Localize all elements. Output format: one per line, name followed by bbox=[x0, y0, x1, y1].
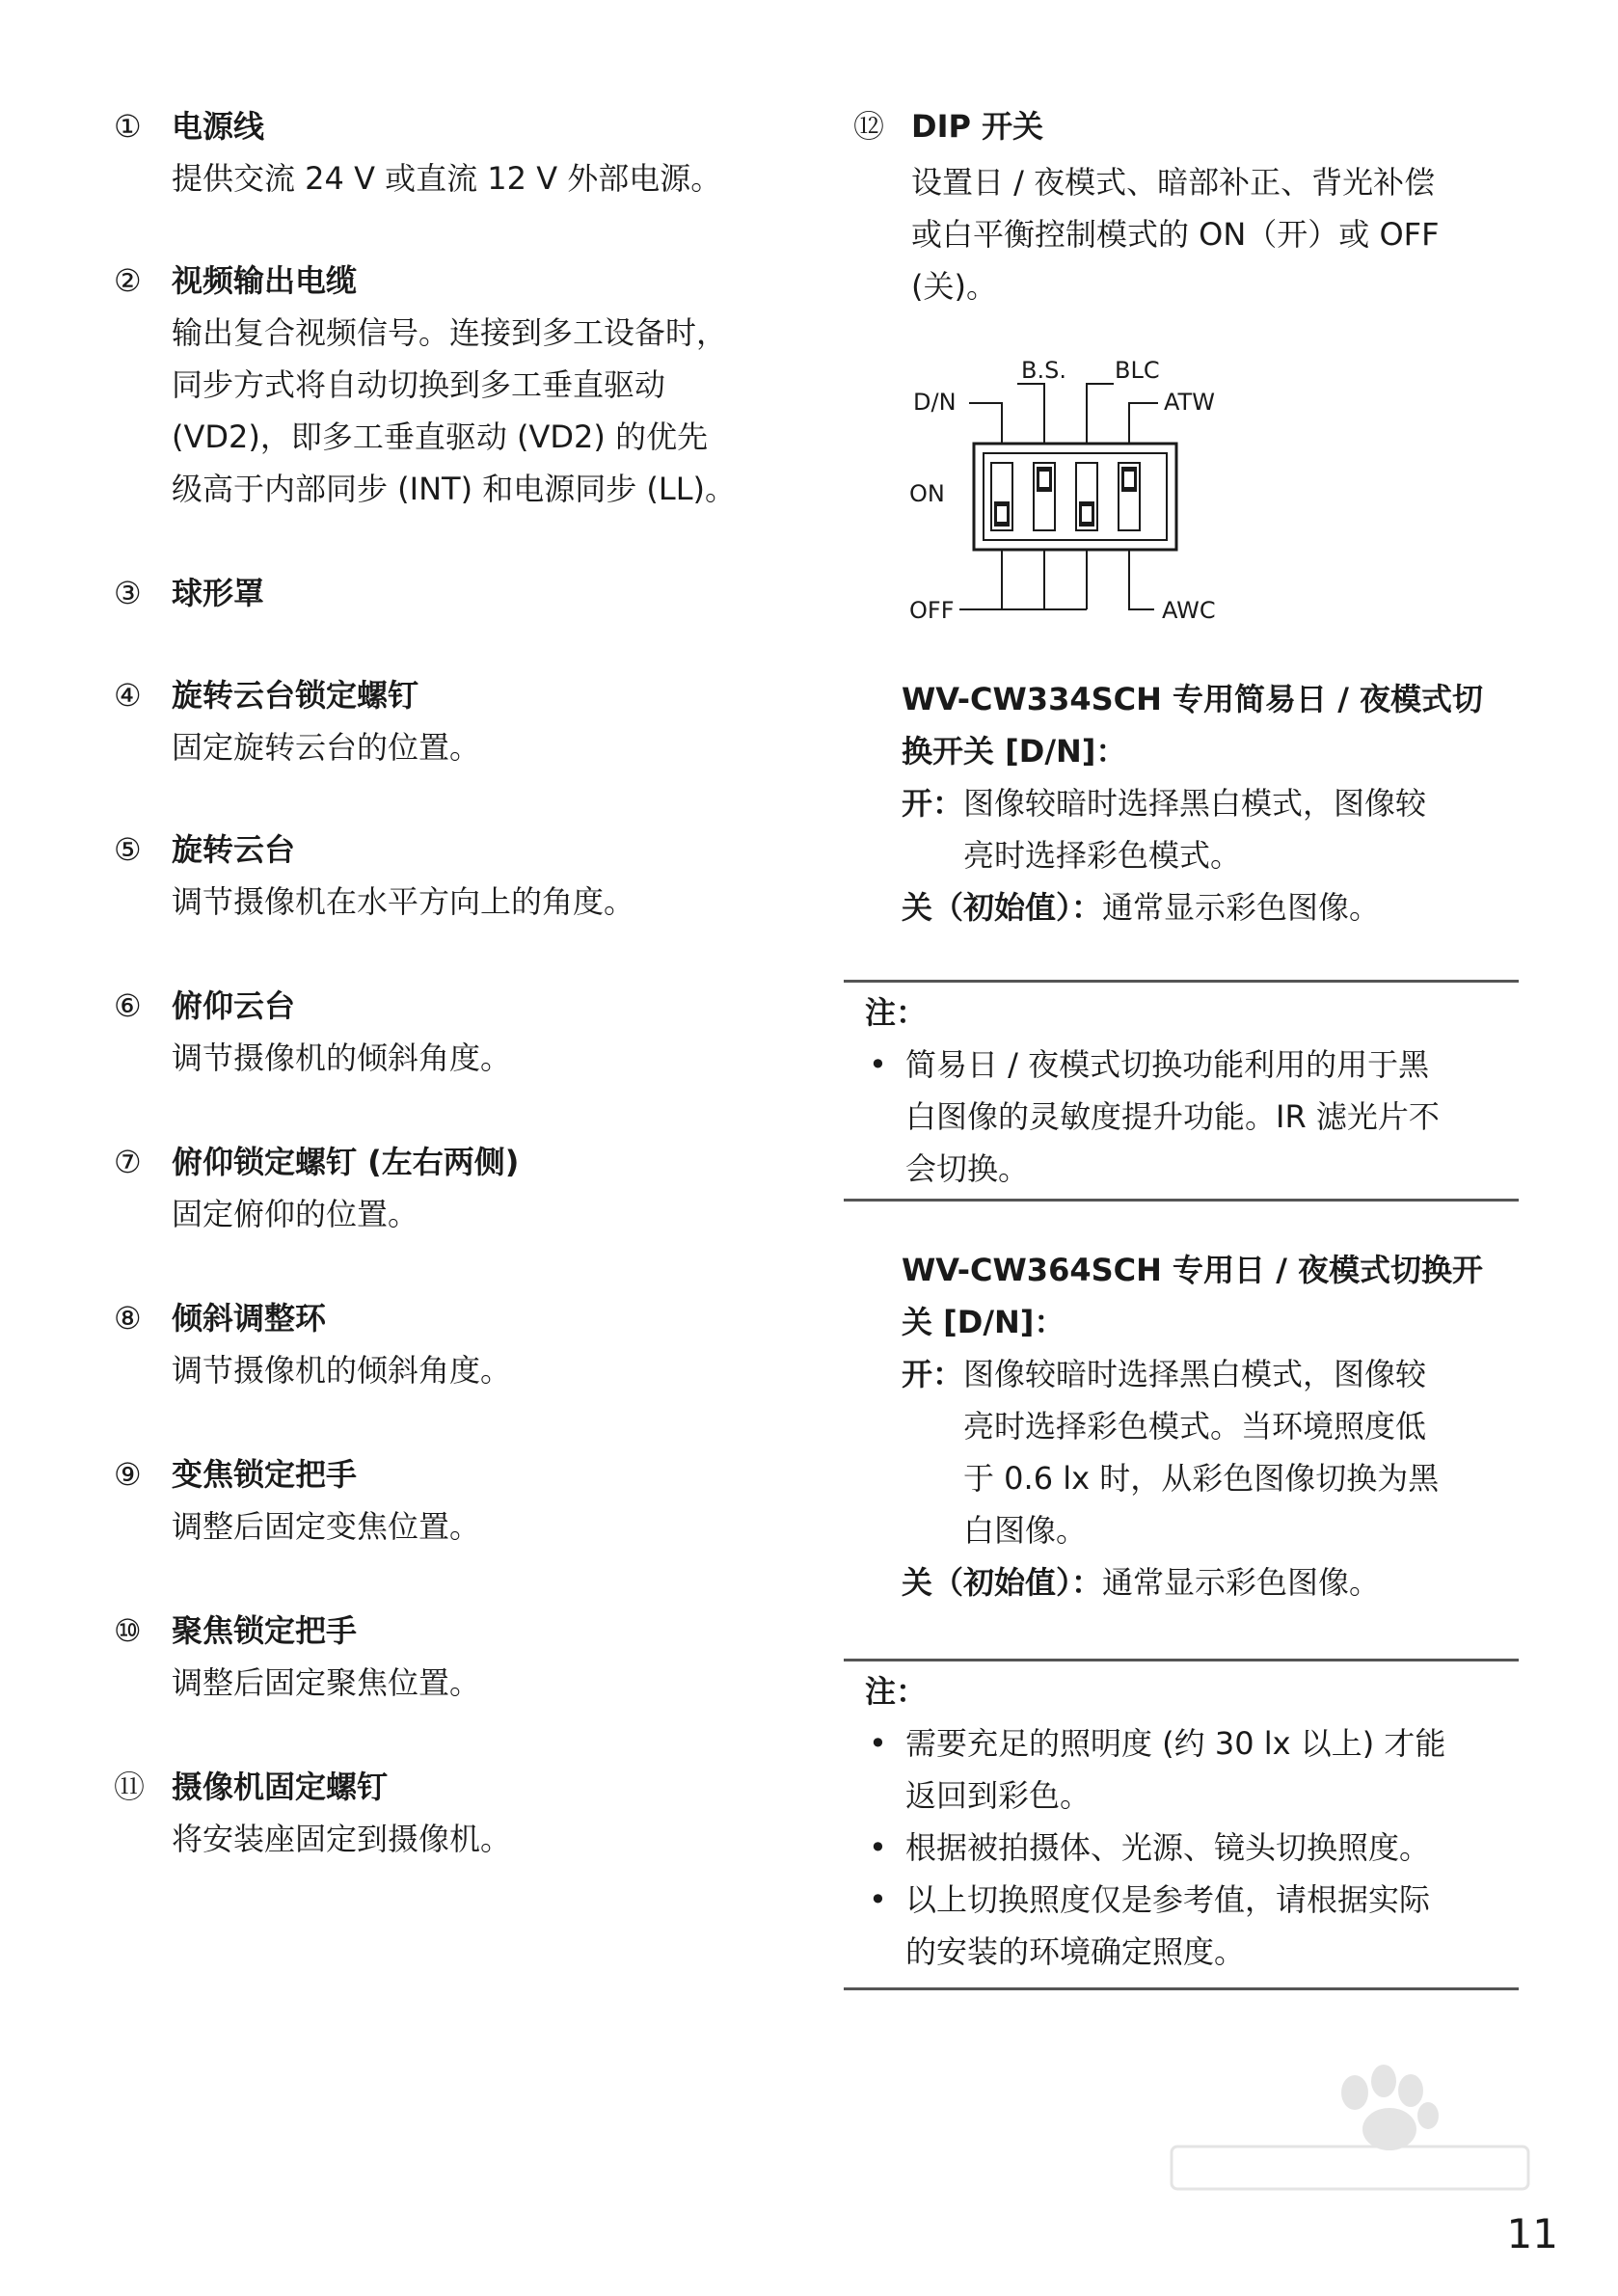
item-azimuth-ring bbox=[114, 1292, 789, 1396]
option-off bbox=[902, 881, 1519, 933]
item-zoom-lock-knob bbox=[114, 1448, 789, 1553]
note-block-2 bbox=[844, 1659, 1519, 1990]
option-off bbox=[902, 1556, 1519, 1608]
spec-title-line: WV-CW334SCH 专用简易日 / 夜模式切 bbox=[902, 681, 1484, 717]
item-number: ⑪ bbox=[114, 1769, 146, 1805]
note-item bbox=[844, 1717, 1519, 1769]
item-description: 调节摄像机在水平方向上的角度。 bbox=[172, 883, 635, 920]
item-number: ① bbox=[114, 108, 142, 145]
item-description: (VD2)，即多工垂直驱动 (VD2) 的优先 bbox=[172, 419, 709, 455]
bullet-icon: • bbox=[869, 1725, 887, 1762]
item-focus-lock-knob bbox=[114, 1605, 789, 1709]
item-description: 将安装座固定到摄像机。 bbox=[172, 1821, 512, 1857]
item-description: 调节摄像机的倾斜角度。 bbox=[172, 1040, 512, 1076]
label-atw: ATW bbox=[1164, 389, 1215, 416]
switch-lever-atw-inner bbox=[1124, 472, 1134, 487]
note-text: 的安装的环境确定照度。 bbox=[905, 1933, 1246, 1970]
dip-switch-svg bbox=[902, 347, 1268, 665]
item-dome-cover bbox=[114, 567, 789, 619]
switch-lever-dn-inner bbox=[997, 506, 1007, 522]
label-blc: BLC bbox=[1115, 357, 1160, 384]
spec-title-line: 关 [D/N]： bbox=[902, 1304, 1065, 1340]
item-title: 电源线 bbox=[172, 108, 265, 145]
bullet-icon: • bbox=[869, 1829, 887, 1866]
item-description: 同步方式将自动切换到多工垂直驱动 bbox=[172, 366, 666, 403]
description-line: (关)。 bbox=[911, 268, 997, 305]
switch-lever-blc-inner bbox=[1082, 506, 1092, 522]
note-text: 以上切换照度仅是参考值，请根据实际 bbox=[905, 1881, 1431, 1918]
item-title: 旋转云台 bbox=[172, 831, 296, 868]
item-number: ② bbox=[114, 262, 142, 299]
note-text: 白图像的灵敏度提升功能。IR 滤光片不 bbox=[905, 1098, 1440, 1135]
item-title: 球形罩 bbox=[172, 575, 265, 611]
paw-icon bbox=[1152, 2054, 1538, 2228]
note-block-1 bbox=[844, 980, 1519, 1202]
leader-line-atw bbox=[1129, 403, 1158, 444]
leader-line-awc bbox=[1129, 550, 1154, 609]
label-bs: B.S. bbox=[1021, 357, 1066, 384]
watermark-logo bbox=[1152, 2054, 1538, 2228]
note-item bbox=[844, 1822, 1519, 1874]
item-number: ⑦ bbox=[114, 1144, 142, 1180]
item-description: 调整后固定聚焦位置。 bbox=[172, 1664, 481, 1701]
item-title: 变焦锁定把手 bbox=[172, 1456, 358, 1493]
note-text: 返回到彩色。 bbox=[905, 1777, 1092, 1814]
option-text: 白图像。 bbox=[963, 1512, 1088, 1549]
option-text: 亮时选择彩色模式。 bbox=[963, 837, 1242, 874]
item-description: 调整后固定变焦位置。 bbox=[172, 1508, 481, 1545]
item-pan-lock-screw bbox=[114, 669, 789, 773]
dip-switch-heading bbox=[853, 100, 1519, 152]
item-description: 提供交流 24 V 或直流 12 V 外部电源。 bbox=[172, 160, 722, 197]
note-text: 会切换。 bbox=[905, 1150, 1030, 1187]
note-item bbox=[844, 1039, 1519, 1091]
item-title: 倾斜调整环 bbox=[172, 1300, 327, 1337]
note-text: 根据被拍摄体、光源、镜头切换照度。 bbox=[905, 1829, 1431, 1866]
note-text: 需要充足的照明度 (约 30 lx 以上) 才能 bbox=[905, 1725, 1446, 1762]
option-on bbox=[902, 1348, 1519, 1400]
item-tilt-lock-screw bbox=[114, 1136, 789, 1240]
description-line: 或白平衡控制模式的 ON（开）或 OFF bbox=[911, 216, 1440, 253]
item-title: 俯仰云台 bbox=[172, 987, 296, 1024]
bullet-icon: • bbox=[869, 1046, 887, 1083]
note-title: 注： bbox=[865, 1673, 928, 1710]
item-number: ⑨ bbox=[114, 1456, 142, 1493]
item-description: 调节摄像机的倾斜角度。 bbox=[172, 1352, 512, 1389]
note-title: 注： bbox=[865, 994, 928, 1031]
leader-line-blc bbox=[1087, 384, 1114, 444]
switch-lever-bs-inner bbox=[1039, 472, 1049, 487]
item-description: 固定俯仰的位置。 bbox=[172, 1196, 419, 1232]
item-camera-fixing-screw bbox=[114, 1761, 789, 1865]
item-description: 输出复合视频信号。连接到多工设备时， bbox=[172, 314, 728, 351]
note-text: 简易日 / 夜模式切换功能利用的用于黑 bbox=[905, 1046, 1430, 1083]
item-tilt-table bbox=[114, 980, 789, 1084]
item-pan-table bbox=[114, 824, 789, 928]
item-number: ⑤ bbox=[114, 831, 142, 868]
item-title: 聚焦锁定把手 bbox=[172, 1612, 358, 1649]
label-dn: D/N bbox=[913, 389, 957, 416]
item-number: ⑫ bbox=[853, 108, 885, 145]
option-label: 开： bbox=[902, 1356, 964, 1392]
item-number: ⑥ bbox=[114, 987, 142, 1024]
item-title: 俯仰锁定螺钉 (左右两侧) bbox=[172, 1144, 520, 1180]
description-line: 设置日 / 夜模式、暗部补正、背光补偿 bbox=[911, 164, 1436, 201]
item-video-output-cable bbox=[114, 255, 789, 515]
option-text: 通常显示彩色图像。 bbox=[1102, 889, 1381, 926]
item-number: ⑩ bbox=[114, 1612, 142, 1649]
right-column bbox=[844, 0, 1519, 2296]
label-awc: AWC bbox=[1162, 597, 1216, 624]
item-number: ④ bbox=[114, 677, 142, 714]
spec-title bbox=[902, 1244, 1519, 1348]
item-description: 级高于内部同步 (INT) 和电源同步 (LL)。 bbox=[172, 471, 737, 507]
item-number: ⑧ bbox=[114, 1300, 142, 1337]
dip-switch-diagram bbox=[902, 347, 1268, 665]
dip-switch-description bbox=[911, 156, 1519, 312]
option-on bbox=[902, 777, 1519, 829]
option-text: 通常显示彩色图像。 bbox=[1102, 1564, 1381, 1601]
option-text: 亮时选择彩色模式。当环境照度低 bbox=[963, 1408, 1427, 1445]
spec-title-line: WV-CW364SCH 专用日 / 夜模式切换开 bbox=[902, 1252, 1484, 1288]
option-label: 关（初始值）： bbox=[902, 889, 1103, 926]
item-title: 视频输出电缆 bbox=[172, 262, 358, 299]
item-description: 固定旋转云台的位置。 bbox=[172, 729, 481, 766]
spec-title-line: 换开关 [D/N]： bbox=[902, 733, 1127, 770]
option-text: 于 0.6 lx 时，从彩色图像切换为黑 bbox=[963, 1460, 1440, 1497]
label-off: OFF bbox=[909, 597, 955, 624]
option-text: 图像较暗时选择黑白模式，图像较 bbox=[963, 1356, 1427, 1392]
option-label: 关（初始值）： bbox=[902, 1564, 1103, 1601]
item-title: 旋转云台锁定螺钉 bbox=[172, 677, 419, 714]
spec-title bbox=[902, 673, 1519, 777]
item-title: DIP 开关 bbox=[911, 108, 1044, 145]
spec-cw364sch bbox=[902, 1244, 1519, 1608]
bullet-icon: • bbox=[869, 1881, 887, 1918]
label-on: ON bbox=[909, 480, 945, 507]
note-item bbox=[844, 1874, 1519, 1926]
option-label: 开： bbox=[902, 785, 964, 822]
item-power-cable bbox=[114, 100, 789, 204]
item-number: ③ bbox=[114, 575, 142, 611]
leader-line-bs bbox=[1017, 384, 1044, 444]
leader-line-dn bbox=[969, 403, 1002, 444]
spec-cw334sch bbox=[902, 673, 1519, 933]
page-number: 11 bbox=[1506, 2210, 1558, 2257]
option-text: 图像较暗时选择黑白模式，图像较 bbox=[963, 785, 1427, 822]
item-title: 摄像机固定螺钉 bbox=[172, 1769, 389, 1805]
